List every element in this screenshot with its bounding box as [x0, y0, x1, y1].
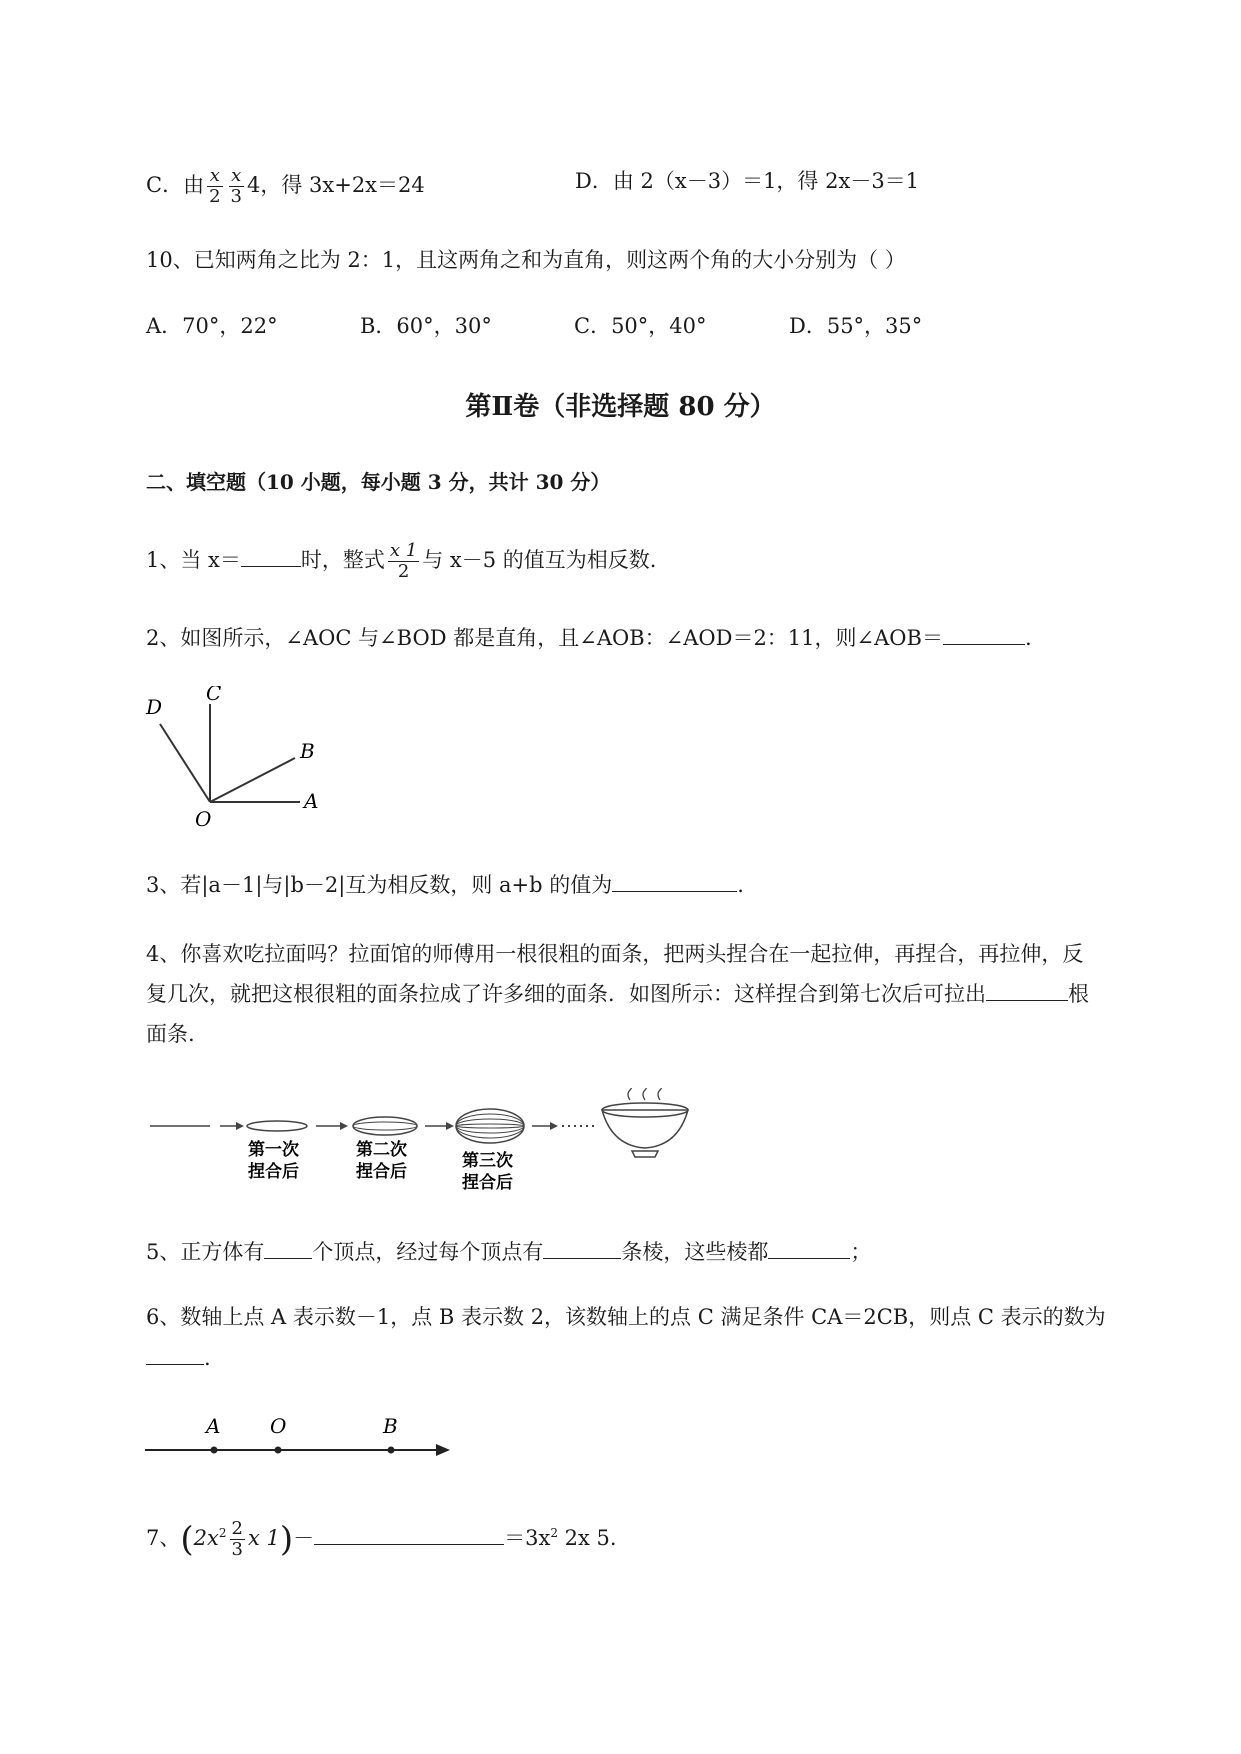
fill-question-7: 7、($2x^2$ $\frac{2}{3}$ x $1)- =3x^2$ 2x 5. — [146, 1518, 617, 1560]
label-a: A — [206, 1414, 221, 1438]
q10-option-a: A．70°，22° — [146, 314, 278, 338]
q10-option-b: B．60°，30° — [360, 314, 492, 338]
steam-icon — [628, 1088, 632, 1100]
ray-ob — [210, 758, 295, 802]
fill-question-6-line2: . — [146, 1342, 211, 1373]
q10-option-c: C．50°，40° — [574, 314, 707, 338]
q9-c-frac2: $\frac{x}{3}$ — [230, 165, 242, 207]
arrow-icon — [236, 1122, 244, 1130]
answer-blank — [314, 1522, 504, 1545]
arrow-icon — [446, 1122, 454, 1130]
number-line — [140, 1408, 460, 1468]
label-o: O — [270, 1414, 287, 1438]
fill-question-6: 6、数轴上点 A 表示数－1，点 B 表示数 2，该数轴上的点 C 满足条件 CA＝2CB，则点 C 表示的数为 — [146, 1305, 1106, 1329]
answer-blank — [241, 544, 301, 567]
noodle-figure — [140, 1088, 700, 1203]
answer-blank — [543, 1236, 621, 1259]
label-third: 第三次 — [462, 1151, 513, 1171]
answer-blank — [986, 978, 1068, 1001]
noodle-1 — [247, 1121, 307, 1131]
answer-blank — [768, 1236, 850, 1259]
label-a: A — [304, 789, 319, 813]
svg-text:捏合后: 捏合后 — [356, 1162, 407, 1182]
q10-stem: 10、已知两角之比为 2：1，且这两角之和为直角，则这两个角的大小分别为（ ） — [146, 248, 906, 272]
label-o: O — [195, 807, 212, 831]
label-b: B — [383, 1414, 398, 1438]
point-b — [388, 1447, 395, 1454]
answer-blank — [264, 1236, 312, 1259]
fill-question-2: 2、如图所示，∠AOC 与∠BOD 都是直角，且∠AOB：∠AOD＝2：11，则∠AOB＝ . — [146, 622, 1032, 653]
svg-text:捏合后: 捏合后 — [248, 1162, 299, 1182]
label-first: 第一次 — [248, 1140, 299, 1160]
point-a — [211, 1447, 218, 1454]
fill-question-3: 3、若|a－1|与|b－2|互为相反数，则 a+b 的值为 . — [146, 869, 744, 900]
label-second: 第二次 — [356, 1140, 407, 1160]
label-b: B — [300, 739, 315, 763]
point-o — [275, 1447, 282, 1454]
fill-question-5: 5、正方体有 个顶点，经过每个顶点有 条棱，这些棱都 ； — [146, 1236, 871, 1267]
answer-blank — [612, 869, 737, 892]
ray-od — [160, 724, 210, 802]
label-d: D — [146, 695, 163, 719]
answer-blank — [146, 1342, 204, 1365]
fill-question-1: 1、当 x＝ 时，整式 $\frac{x 1}{2}$ 与 x－5 的值互为相反数. — [146, 540, 657, 582]
q9-option-d: D．由 2（x－3）＝1，得 2x－3＝1 — [575, 169, 920, 193]
f7-fraction: $\frac{2}{3}$ — [231, 1518, 243, 1560]
arrow-icon — [550, 1122, 558, 1130]
arrow-icon — [436, 1444, 450, 1456]
section2-title: 二、填空题（10 小题，每小题 3 分，共计 30 分） — [146, 470, 611, 494]
part2-title: 第Ⅱ卷（非选择题 80 分） — [465, 392, 776, 422]
q9-c-result: 4，得 3x+2x＝24 — [246, 173, 425, 197]
fill-question-4: 4、你喜欢吃拉面吗？拉面馆的师傅用一根很粗的面条，把两头捏合在一起拉伸，再捏合，再拉伸，反 复几次，就把这根很粗的面条拉成了许多细的面条．如图所示：这样捏合到第七次后可拉出 根 面条. — [146, 942, 1089, 1046]
angle-figure — [140, 686, 340, 836]
label-c: C — [206, 686, 222, 705]
svg-text:捏合后: 捏合后 — [462, 1173, 513, 1193]
q9-c-frac1: $\frac{x}{2}$ — [209, 165, 221, 207]
noodle-2 — [353, 1117, 417, 1135]
arrow-icon — [340, 1122, 348, 1130]
q9-c-prefix: C．由 — [146, 173, 205, 197]
q9-option-c — [146, 166, 425, 207]
q10-option-d: D．55°，35° — [789, 314, 923, 338]
answer-blank — [943, 622, 1025, 645]
f1-fraction: $\frac{x 1}{2}$ — [389, 540, 418, 582]
